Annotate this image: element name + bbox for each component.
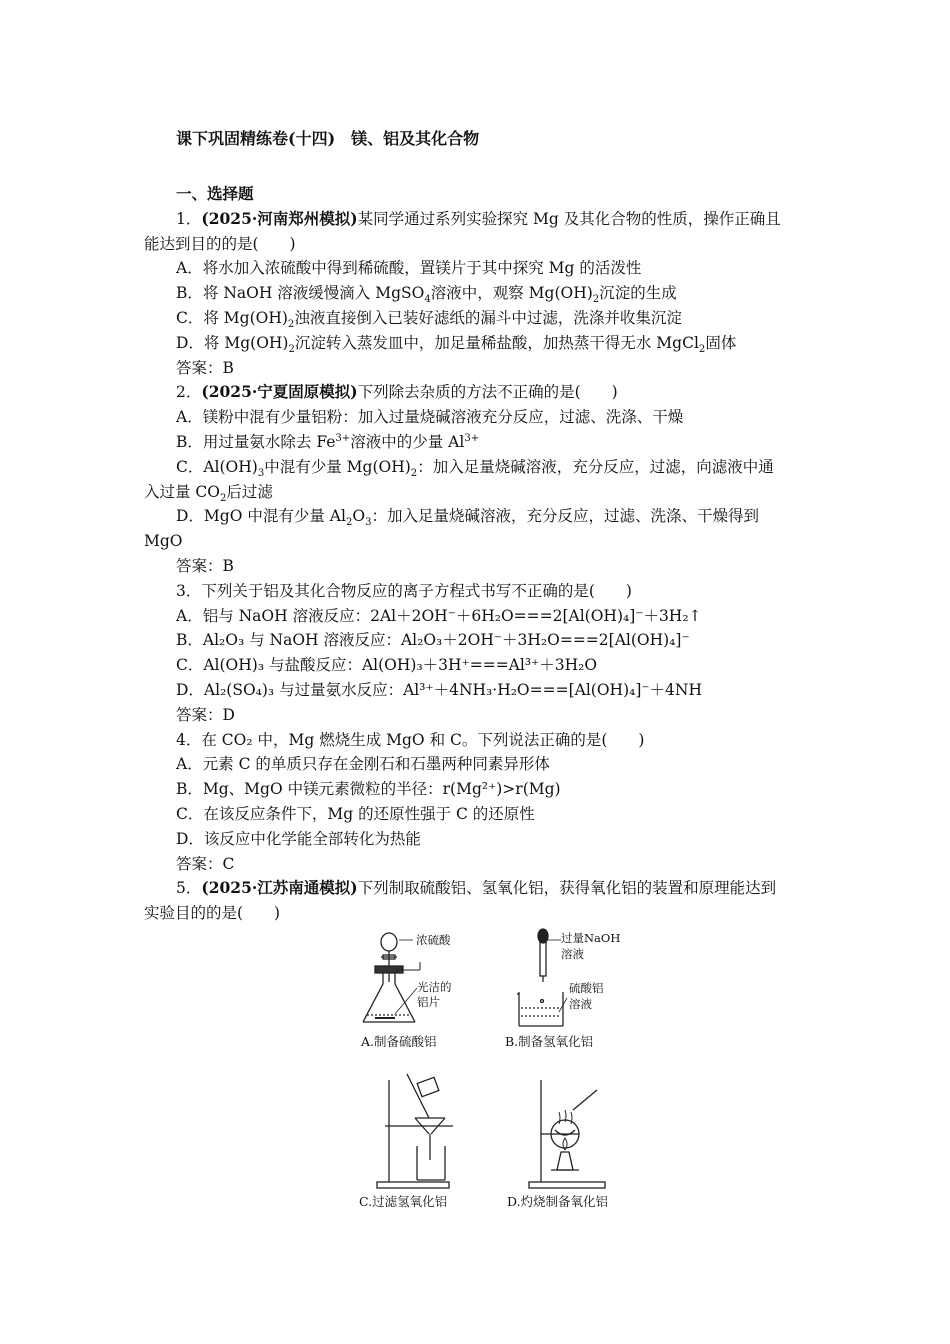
q1-answer: 答案：B [176, 358, 234, 377]
q2-source: (2025·宁夏固原模拟) [201, 382, 358, 402]
q1-stem: 1．(2025·河南郑州模拟)某同学通过系列实验探究 Mg 及其化合物的性质，操作正确且 [176, 208, 781, 228]
q5-source: (2025·江苏南通模拟) [201, 878, 358, 898]
q4-answer: 答案：C [176, 854, 235, 873]
q2-option-d-cont: MgO [144, 532, 183, 551]
q5-stem: 5．(2025·江苏南通模拟)下列制取硫酸铝、氢氧化铝，获得氧化铝的装置和原理能达到 [176, 878, 777, 898]
q2-option-c: C．$Al(OH)_3$中混有少量 $Mg(OH)_2$：加入足量烧碱溶液，充分反应，过滤，向滤液中通 [176, 457, 774, 479]
q3-answer: 答案：D [176, 705, 235, 724]
q2-option-b: B．用过量氨水除去 $Fe^{3+}$溶液中的少量 $Al^{3+}$ [176, 432, 480, 451]
page-title: 课下巩固精练卷(十四) 镁、铝及其化合物 [176, 129, 480, 148]
q1-option-d: D．将 $Mg(OH)_2$沉淀转入蒸发皿中，加足量稀盐酸，加热蒸干得无水 MgCl$_2$固体 [176, 333, 737, 355]
figure-d-calcination [513, 1070, 623, 1195]
q4-option-b: B．Mg、MgO 中镁元素微粒的半径：r(Mg²⁺)>r(Mg) [176, 780, 561, 799]
document-body [144, 127, 808, 926]
section-heading: 一、选择题 [176, 184, 254, 203]
q1-option-a: A．将水加入浓硫酸中得到稀硫酸，置镁片于其中探究 Mg 的活泼性 [176, 259, 642, 278]
figure-b-label-al2so4-1: 硫酸铝 [569, 981, 604, 995]
q1-source: (2025·河南郑州模拟) [201, 208, 358, 228]
figure-c-caption: C.过滤氢氧化铝 [359, 1194, 448, 1209]
q1-option-b: B．将 NaOH 溶液缓慢滴入 MgSO$_4$溶液中，观察 $Mg(OH)_2$沉淀的生成 [176, 284, 677, 306]
figure-b-label-naoh1: 过量NaOH [561, 931, 621, 945]
q2-stem: 2．(2025·宁夏固原模拟)下列除去杂质的方法不正确的是( ) [176, 382, 618, 402]
q2-answer: 答案：B [176, 556, 234, 575]
figure-d-caption: D.灼烧制备氧化铝 [507, 1194, 609, 1209]
figure-a-label-acid: 浓硫酸 [416, 933, 451, 947]
q2-option-d: D．MgO 中混有少量 $Al_2O_3$：加入足量烧碱溶液，充分反应，过滤、洗涤、干燥得到 [176, 507, 759, 529]
q2-option-a: A．镁粉中混有少量铝粉：加入过量烧碱溶液充分反应，过滤、洗涤、干燥 [176, 408, 684, 427]
q3-option-a: A．铝与 NaOH 溶液反应：2Al＋2OH⁻＋6H₂O===2[Al(OH)₄]⁻＋3H₂↑ [176, 606, 702, 625]
q4-option-d: D．该反应中化学能全部转化为热能 [176, 829, 421, 848]
q3-option-d: D．Al₂(SO₄)₃ 与过量氨水反应：Al³⁺＋4NH₃·H₂O===[Al(OH)₄]⁻＋4NH [176, 680, 702, 699]
figure-b-caption: B.制备氢氧化铝 [505, 1034, 594, 1049]
q4-option-c: C．在该反应条件下，Mg 的还原性强于 C 的还原性 [176, 804, 535, 823]
q4-stem: 4．在 CO₂ 中，Mg 燃烧生成 MgO 和 C。下列说法正确的是( ) [176, 730, 645, 749]
q4-option-a: A．元素 C 的单质只存在金刚石和石墨两种同素异形体 [176, 755, 550, 774]
q1-stem-cont: 能达到目的的是( ) [144, 234, 296, 253]
q2-option-c-cont: 入过量 $CO_2$后过滤 [144, 482, 273, 504]
q1-option-c: C．将 $Mg(OH)_2$浊液直接倒入已装好滤纸的漏斗中过滤，洗涤并收集沉淀 [176, 308, 682, 331]
q3-option-b: B．Al₂O₃ 与 NaOH 溶液反应：Al₂O₃＋2OH⁻＋3H₂O===2[Al(OH)₄]⁻ [176, 631, 690, 650]
q3-stem: 3．下列关于铝及其化合物反应的离子方程式书写不正确的是( ) [176, 581, 632, 600]
figure-b-label-al2so4-2: 溶液 [569, 997, 592, 1011]
apparatus-figures [345, 922, 645, 1222]
figure-a-label-plate2: 铝片 [417, 995, 440, 1009]
q5-stem-cont: 实验目的的是( ) [144, 904, 281, 923]
figure-c-filtration [359, 1070, 469, 1195]
figure-a-caption: A.制备硫酸铝 [361, 1034, 437, 1049]
q3-option-c: C．Al(OH)₃ 与盐酸反应：Al(OH)₃＋3H⁺===Al³⁺＋3H₂O [176, 656, 598, 675]
figure-a-label-plate1: 光洁的 [417, 980, 452, 994]
figure-b-label-naoh2: 溶液 [561, 947, 584, 961]
